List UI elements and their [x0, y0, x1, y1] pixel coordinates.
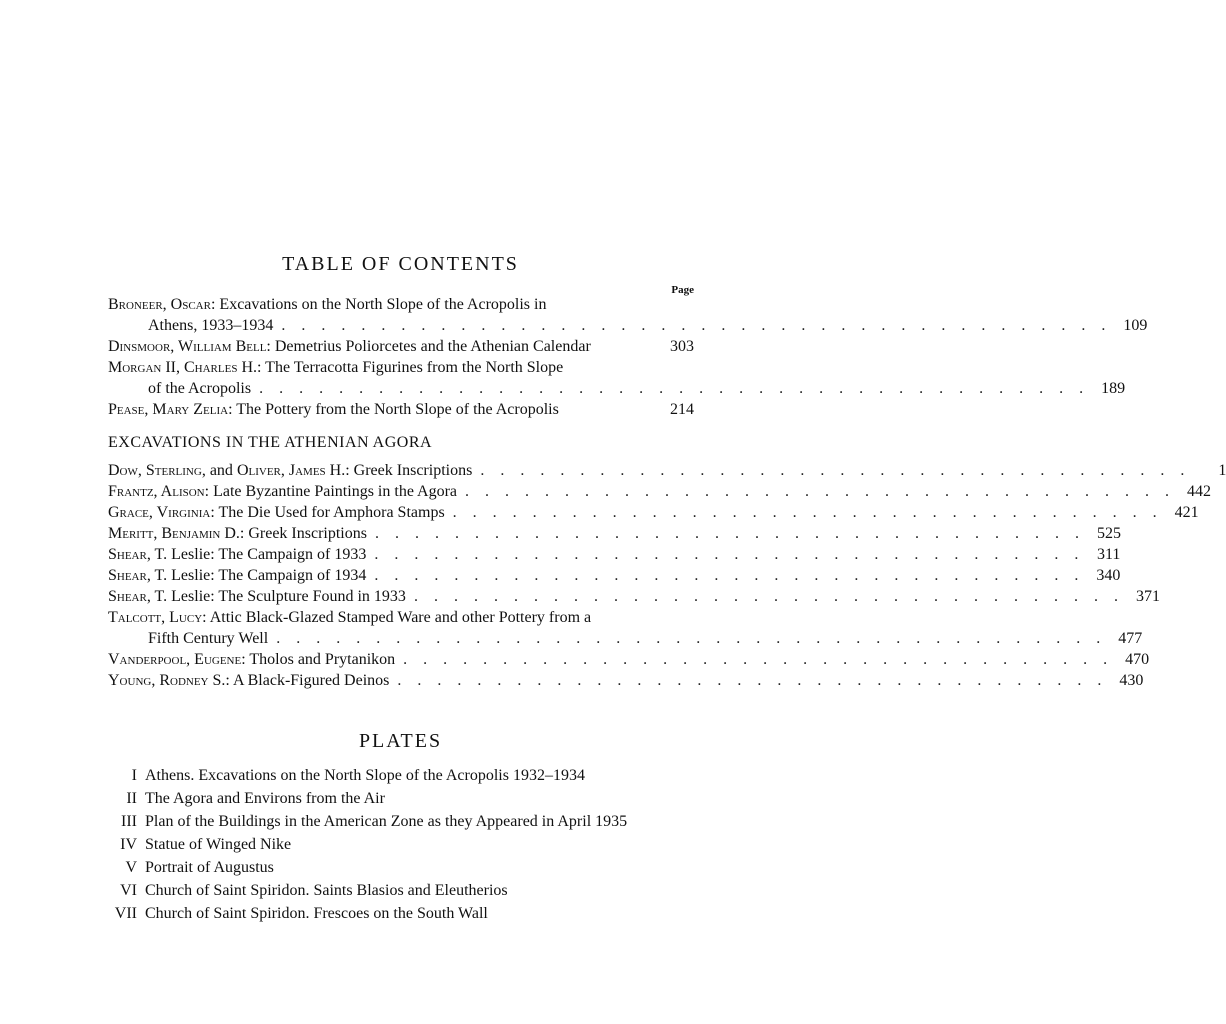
toc-entry[interactable]	[108, 565, 1121, 586]
entry-author: Frantz, Alison	[108, 483, 205, 500]
entry-title: T. Leslie: The Campaign of 1934	[150, 567, 367, 584]
plate-item[interactable]	[105, 810, 705, 833]
entry-title-cont: of the Acropolis	[148, 380, 252, 397]
toc-entry[interactable]	[108, 523, 1121, 544]
entry-author: Dow, Sterling,	[108, 462, 206, 479]
section-heading: EXCAVATIONS IN THE ATHENIAN AGORA	[108, 434, 433, 451]
entry-page: 477	[1118, 630, 1143, 647]
plate-number: VII	[114, 905, 137, 922]
toc-entry[interactable]	[108, 502, 1199, 523]
entry-author: Grace, Virginia	[108, 504, 211, 521]
toc-section-2	[108, 460, 1226, 691]
page-column-label: Page	[671, 284, 694, 296]
entry-author: Morgan II, Charles	[108, 359, 238, 376]
toc-entry[interactable]	[108, 294, 1148, 336]
plate-number: VI	[120, 882, 137, 899]
plate-item[interactable]	[105, 879, 705, 902]
entry-title: : Excavations on the North Slope of the Acropolis in	[210, 296, 547, 313]
entry-title: D.: Greek Inscriptions	[220, 525, 367, 542]
entry-page: 442	[1187, 483, 1212, 500]
dot-leader: . . . . . . . . . . . . . . . . . . . . . . . . . . . . . . . . . . . . . . . . . .	[259, 380, 1090, 397]
dot-leader: . . . . . . . . . . . . . . . . . . . . . . . . . . . . . . . . . . . .	[480, 462, 1191, 479]
entry-page: 1	[1218, 462, 1226, 479]
entry-page: 311	[1096, 546, 1121, 563]
dot-leader: . . . . . . . . . . . . . . . . . . . . . . . . . . . . . . . . . . . .	[413, 588, 1124, 605]
entry-page: 421	[1174, 504, 1199, 521]
entry-author: Shear,	[108, 546, 151, 563]
toc-entry[interactable]	[108, 481, 1212, 502]
entry-author: Young, Rodney	[108, 672, 209, 689]
toc-entry[interactable]	[108, 399, 694, 420]
entry-title-cont: Fifth Century Well	[148, 630, 269, 647]
plate-number: II	[126, 790, 137, 807]
entry-title: : Late Byzantine Paintings in the Agora	[204, 483, 458, 500]
entry-page: 109	[1123, 317, 1148, 334]
entry-author: Meritt, Benjamin	[108, 525, 221, 542]
entry-page: 430	[1119, 672, 1144, 689]
toc-entry[interactable]	[108, 670, 1144, 691]
plate-caption: Statue of Winged Nike	[145, 836, 292, 853]
entry-title: : Attic Black-Glazed Stamped Ware and other Pottery from a	[202, 609, 592, 626]
dot-leader: . . . . . . . . . . . . . . . . . . . . . . . . . . . . . . . . . . . .	[403, 651, 1114, 668]
dot-leader: . . . . . . . . . . . . . . . . . . . . . . . . . . . . . . . . . . . .	[465, 483, 1176, 500]
plate-number: I	[131, 767, 137, 784]
entry-page: 189	[1101, 380, 1126, 397]
entry-page: 525	[1096, 525, 1121, 542]
plate-caption: Church of Saint Spiridon. Saints Blasios and Eleutherios	[145, 882, 508, 899]
plate-item[interactable]	[105, 856, 705, 879]
entry-title: : The Die Used for Amphora Stamps	[210, 504, 445, 521]
plate-item[interactable]	[105, 833, 705, 856]
plate-item[interactable]	[105, 787, 705, 810]
dot-leader: . . . . . . . . . . . . . . . . . . . . . . . . . . . . . . . . . . . . . . . . . .	[281, 317, 1112, 334]
toc-section-1	[108, 294, 1148, 420]
dot-leader: . . . . . . . . . . . . . . . . . . . . . . . . . . . . . . . . . . . .	[374, 546, 1085, 563]
entry-author: Shear,	[108, 588, 151, 605]
entry-author: Pease, Mary Zelia	[108, 401, 229, 418]
entry-title: : The Pottery from the North Slope of the Acropolis	[228, 401, 559, 418]
toc-entry[interactable]	[108, 544, 1121, 565]
toc-entry[interactable]	[108, 586, 1160, 607]
entry-title-cont: Athens, 1933–1934	[148, 317, 274, 334]
entry-title: S.: A Black-Figured Deinos	[208, 672, 390, 689]
plate-item[interactable]	[105, 764, 705, 787]
entry-author: Shear,	[108, 567, 151, 584]
plate-caption: The Agora and Environs from the Air	[145, 790, 385, 807]
toc-entry[interactable]	[108, 336, 694, 357]
page-title: TABLE OF CONTENTS	[282, 253, 519, 275]
plate-item[interactable]	[105, 902, 705, 925]
entry-title: : Tholos and Prytanikon	[241, 651, 396, 668]
toc-entry[interactable]	[108, 460, 1226, 481]
toc-entry[interactable]	[108, 607, 1143, 649]
entry-author-2: Oliver, James	[236, 462, 326, 479]
dot-leader: . . . . . . . . . . . . . . . . . . . . . . . . . . . . . . . . . . . .	[374, 567, 1085, 584]
entry-author: Talcott, Lucy	[108, 609, 203, 626]
plates-title: PLATES	[358, 730, 443, 752]
plate-number: IV	[120, 836, 137, 853]
plate-caption: Church of Saint Spiridon. Frescoes on the South Wall	[145, 905, 488, 922]
entry-author: Dinsmoor, William Bell	[108, 338, 267, 355]
toc-entry[interactable]	[108, 649, 1150, 670]
plates-list	[105, 764, 705, 925]
entry-page: 214	[670, 401, 694, 418]
entry-page: 340	[1096, 567, 1121, 584]
dot-leader: . . . . . . . . . . . . . . . . . . . . . . . . . . . . . . . . . . . .	[452, 504, 1163, 521]
entry-author: Vanderpool, Eugene	[108, 651, 242, 668]
entry-page: 470	[1125, 651, 1150, 668]
plate-number: V	[125, 859, 137, 876]
plate-caption: Athens. Excavations on the North Slope of the Acropolis 1932–1934	[145, 767, 585, 784]
plate-caption: Portrait of Augustus	[145, 859, 274, 876]
entry-title: T. Leslie: The Campaign of 1933	[150, 546, 367, 563]
dot-leader: . . . . . . . . . . . . . . . . . . . . . . . . . . . . . . . . . . . .	[397, 672, 1108, 689]
entry-title: H.: Greek Inscriptions	[325, 462, 473, 479]
plate-caption: Plan of the Buildings in the American Zone as they Appeared in April 1935	[145, 813, 628, 830]
entry-page: 303	[670, 338, 694, 355]
toc-entry[interactable]	[108, 357, 1126, 399]
dot-leader: . . . . . . . . . . . . . . . . . . . . . . . . . . . . . . . . . . . . . . . . . .	[276, 630, 1107, 647]
dot-leader: . . . . . . . . . . . . . . . . . . . . . . . . . . . . . . . . . . . .	[374, 525, 1085, 542]
entry-title: T. Leslie: The Sculpture Found in 1933	[150, 588, 406, 605]
plate-number: III	[121, 813, 137, 830]
entry-title: : Demetrius Poliorcetes and the Athenian Calendar	[266, 338, 591, 355]
entry-conjunction: and	[205, 462, 237, 479]
entry-title: H.: The Terracotta Figurines from the North Slope	[237, 359, 564, 376]
entry-author: Broneer, Oscar	[108, 296, 211, 313]
entry-page: 371	[1135, 588, 1160, 605]
